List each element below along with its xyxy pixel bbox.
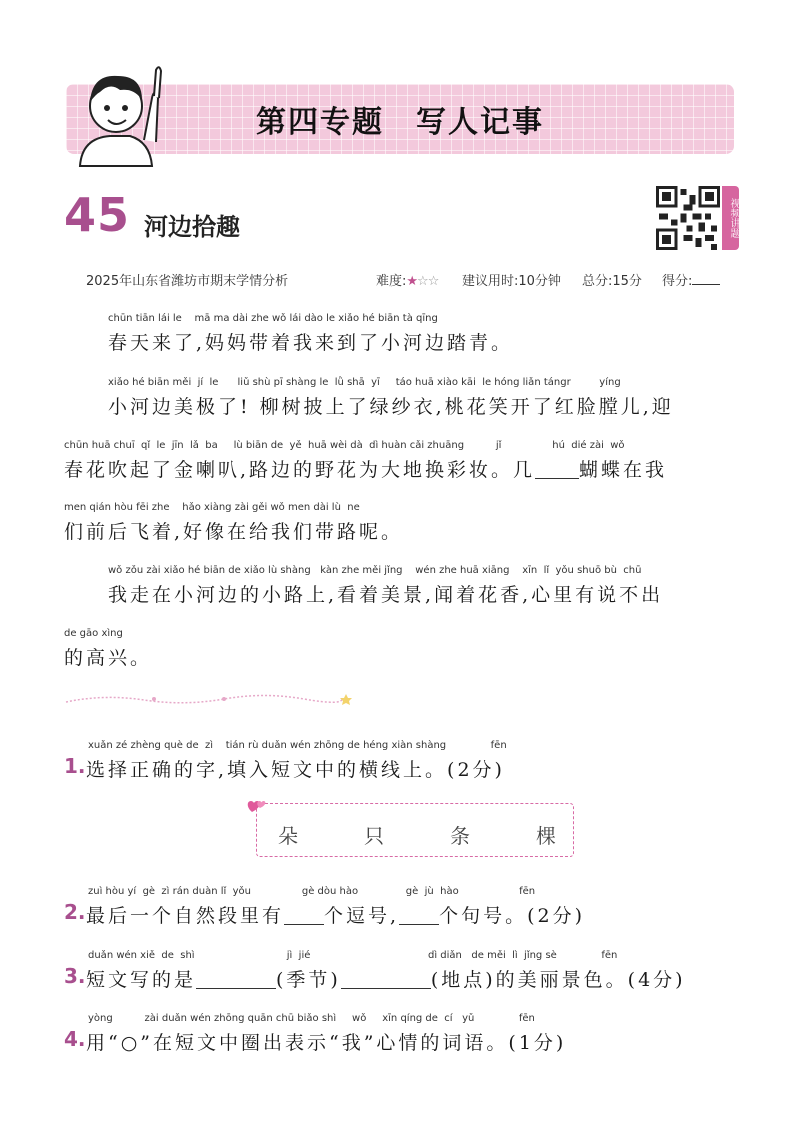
passage-pinyin-2: xiǎo hé biān měi jí le liǔ shù pī shàng le lǜ shā yī táo huā xiào kāi le hóng liǎn tángr yíng bbox=[108, 377, 621, 388]
lesson-number: 45 bbox=[64, 188, 131, 242]
q4-number: 4. bbox=[64, 1027, 86, 1051]
q3-season-blank[interactable] bbox=[196, 970, 276, 989]
q2-number: 2. bbox=[64, 900, 86, 924]
q2-period-count-blank[interactable] bbox=[399, 906, 439, 925]
choice-box bbox=[256, 803, 574, 857]
difficulty-label: 难度: bbox=[376, 274, 407, 289]
passage-pinyin-1: chūn tiān lái le mā ma dài zhe wǒ lái dào le xiǎo hé biān tà qīng bbox=[108, 313, 438, 324]
star-filled-icon: ★ bbox=[406, 274, 418, 289]
choice-zhi[interactable]: 只 bbox=[364, 824, 384, 848]
passage-line-4: 们前后飞着,好像在给我们带路呢。 bbox=[64, 521, 404, 543]
q3-pinyin: duǎn wén xiě de shì jì jié dì diǎn de měi lì jǐng sè fēn bbox=[88, 950, 618, 961]
q4-pinyin: yòng zài duǎn wén zhōng quān chū biǎo shì wǒ xīn qíng de cí yǔ fēn bbox=[88, 1013, 535, 1024]
passage-pinyin-4: men qián hòu fēi zhe hǎo xiàng zài gěi wǒ men dài lù ne bbox=[64, 502, 360, 513]
passage-pinyin-3: chūn huā chuī qǐ le jīn lǎ ba lù biān de yě huā wèi dà dì huàn cǎi zhuāng jǐ hú dié zài wǒ bbox=[64, 440, 625, 451]
decorative-divider bbox=[64, 690, 364, 710]
passage-line-3 bbox=[64, 455, 667, 482]
topic-title: 第四专题 写人记事 bbox=[256, 105, 544, 140]
q3-place-blank[interactable] bbox=[341, 970, 431, 989]
passage-line-3b: 蝴蝶在我 bbox=[579, 459, 668, 481]
choice-duo[interactable]: 朵 bbox=[278, 824, 298, 848]
qr-code-icon[interactable] bbox=[656, 186, 720, 250]
q2-text-a: 最后一个自然段里有 bbox=[86, 905, 285, 927]
suggested-time: 建议用时:10分钟 bbox=[462, 274, 561, 289]
passage-line-1: 春天来了,妈妈带着我来到了小河边踏青。 bbox=[108, 332, 514, 354]
q3-text bbox=[86, 965, 686, 992]
lesson-title: 河边拾趣 bbox=[144, 213, 240, 241]
total-score: 总分:15分 bbox=[582, 274, 642, 289]
passage-line-6: 的高兴。 bbox=[64, 647, 153, 669]
q2-text-c: 个句号。(2分) bbox=[439, 905, 585, 927]
passage-line-2: 小河边美极了! 柳树披上了绿纱衣,桃花笑开了红脸膛儿,迎 bbox=[108, 396, 674, 418]
passage-line-5: 我走在小河边的小路上,看着美景,闻着花香,心里有说不出 bbox=[108, 584, 664, 606]
score-label: 得分: bbox=[662, 274, 693, 289]
q4-text: 用“○”在短文中圈出表示“我”心情的词语。(1分) bbox=[86, 1032, 567, 1054]
q2-text-b: 个逗号, bbox=[324, 905, 400, 927]
difficulty-rating bbox=[376, 270, 438, 289]
video-explain-tab[interactable]: 视频讲题 bbox=[722, 186, 739, 250]
score-blank[interactable] bbox=[692, 284, 720, 285]
q3-text-b: (季节) bbox=[276, 969, 341, 991]
heart-icon bbox=[246, 798, 268, 814]
star-empty-icon: ☆☆ bbox=[417, 274, 439, 289]
q1-text: 选择正确的字,填入短文中的横线上。(2分) bbox=[86, 759, 505, 781]
choice-ke[interactable]: 棵 bbox=[536, 824, 556, 848]
passage-pinyin-5: wǒ zǒu zài xiǎo hé biān de xiǎo lù shàng kàn zhe měi jǐng wén zhe huā xiāng xīn lǐ yǒu shuō bù chū bbox=[108, 565, 642, 576]
q3-number: 3. bbox=[64, 964, 86, 988]
measure-word-blank[interactable] bbox=[535, 460, 579, 479]
passage-pinyin-6: de gāo xìng bbox=[64, 628, 123, 639]
q2-comma-count-blank[interactable] bbox=[284, 906, 324, 925]
q2-text bbox=[86, 901, 585, 928]
source-label: 2025年山东省潍坊市期末学情分析 bbox=[86, 274, 289, 289]
passage-line-3a: 春花吹起了金喇叭,路边的野花为大地换彩妆。几 bbox=[64, 459, 536, 481]
score-field[interactable] bbox=[662, 270, 720, 289]
q3-text-c: (地点)的美丽景色。(4分) bbox=[430, 969, 686, 991]
q2-pinyin: zuì hòu yí gè zì rán duàn lǐ yǒu gè dòu hào gè jù hào fēn bbox=[88, 886, 536, 897]
choice-tiao[interactable]: 条 bbox=[450, 824, 470, 848]
q3-text-a: 短文写的是 bbox=[86, 969, 197, 991]
q1-number: 1. bbox=[64, 754, 86, 778]
q1-pinyin: xuǎn zé zhèng què de zì tián rù duǎn wén zhōng de héng xiàn shàng fēn bbox=[88, 740, 507, 751]
